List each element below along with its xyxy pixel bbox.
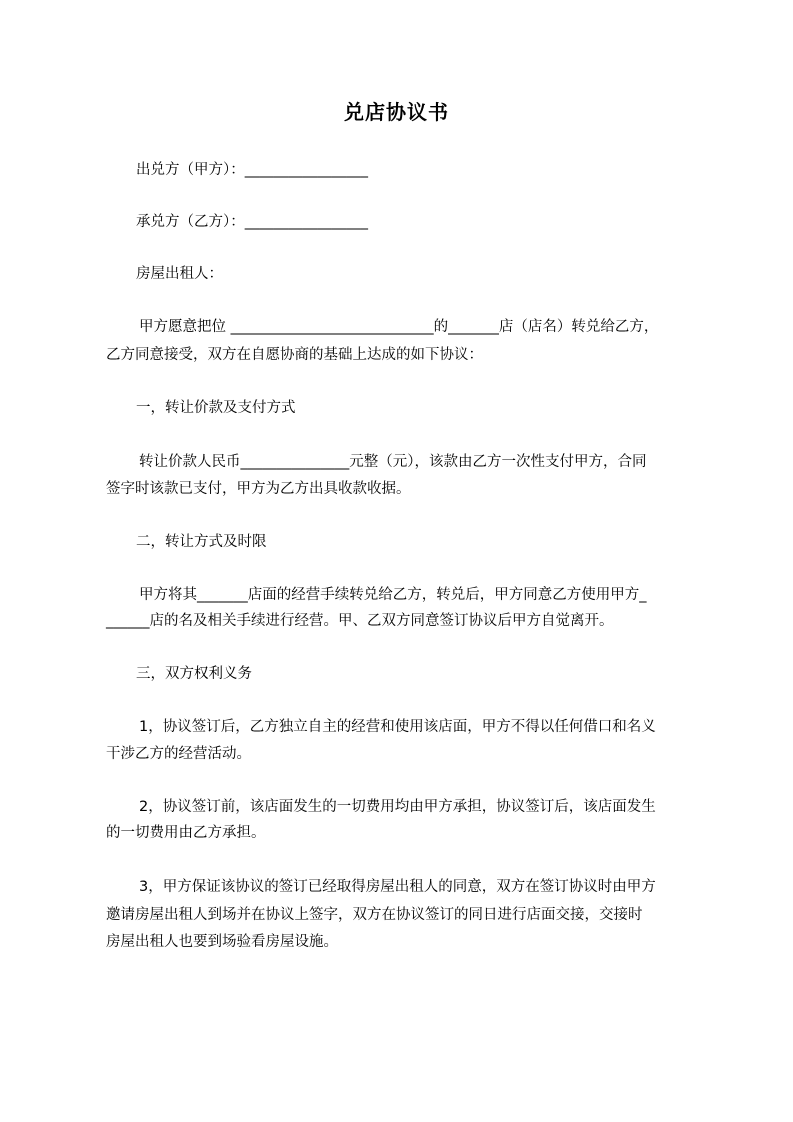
section3-item2-line-1: 2，协议签订前，该店面发生的一切费用均由甲方承担，协议签订后，该店面发生 bbox=[139, 799, 656, 815]
intro-line-1: 甲方愿意把位 ____________________________的_______店（店名）转兑给乙方， bbox=[139, 319, 659, 335]
section1-line-2: 签字时该款已支付，甲方为乙方出具收款收据。 bbox=[106, 481, 411, 497]
section3-item3-line-2: 邀请房屋出租人到场并在协议上签字，双方在协议签订的同日进行店面交接，交接时 bbox=[106, 907, 643, 923]
section3-item1-line-1: 1，协议签订后，乙方独立自主的经营和使用该店面，甲方不得以任何借口和名义 bbox=[139, 719, 656, 735]
intro-line-2: 乙方同意接受，双方在自愿协商的基础上达成的如下协议： bbox=[106, 347, 483, 363]
section1-line-1: 转让价款人民币_______________元整（元），该款由乙方一次性支付甲方，合同 bbox=[139, 454, 647, 470]
document-title: 兑店协议书 bbox=[344, 100, 449, 124]
section1-heading: 一，转让价款及支付方式 bbox=[136, 400, 296, 416]
landlord-line: 房屋出租人： bbox=[136, 266, 223, 282]
section3-item2-line-2: 的一切费用由乙方承担。 bbox=[106, 825, 266, 841]
section3-item3-line-3: 房屋出租人也要到场验看房屋设施。 bbox=[106, 934, 338, 950]
section2-line-1: 甲方将其_______店面的经营手续转兑给乙方，转兑后，甲方同意乙方使用甲方_ bbox=[139, 587, 647, 603]
section2-heading: 二，转让方式及时限 bbox=[136, 534, 267, 550]
transferor-line: 出兑方（甲方）：_________________ bbox=[136, 162, 368, 178]
transferee-line: 承兑方（乙方）：_________________ bbox=[136, 214, 368, 230]
section3-heading: 三，双方权利义务 bbox=[136, 666, 252, 682]
section3-item3-line-1: 3，甲方保证该协议的签订已经取得房屋出租人的同意，双方在签订协议时由甲方 bbox=[139, 879, 656, 895]
section2-line-2: ______店的名及相关手续进行经营。甲、乙双方同意签订协议后甲方自觉离开。 bbox=[106, 613, 614, 629]
section3-item1-line-2: 干涉乙方的经营活动。 bbox=[106, 746, 251, 762]
